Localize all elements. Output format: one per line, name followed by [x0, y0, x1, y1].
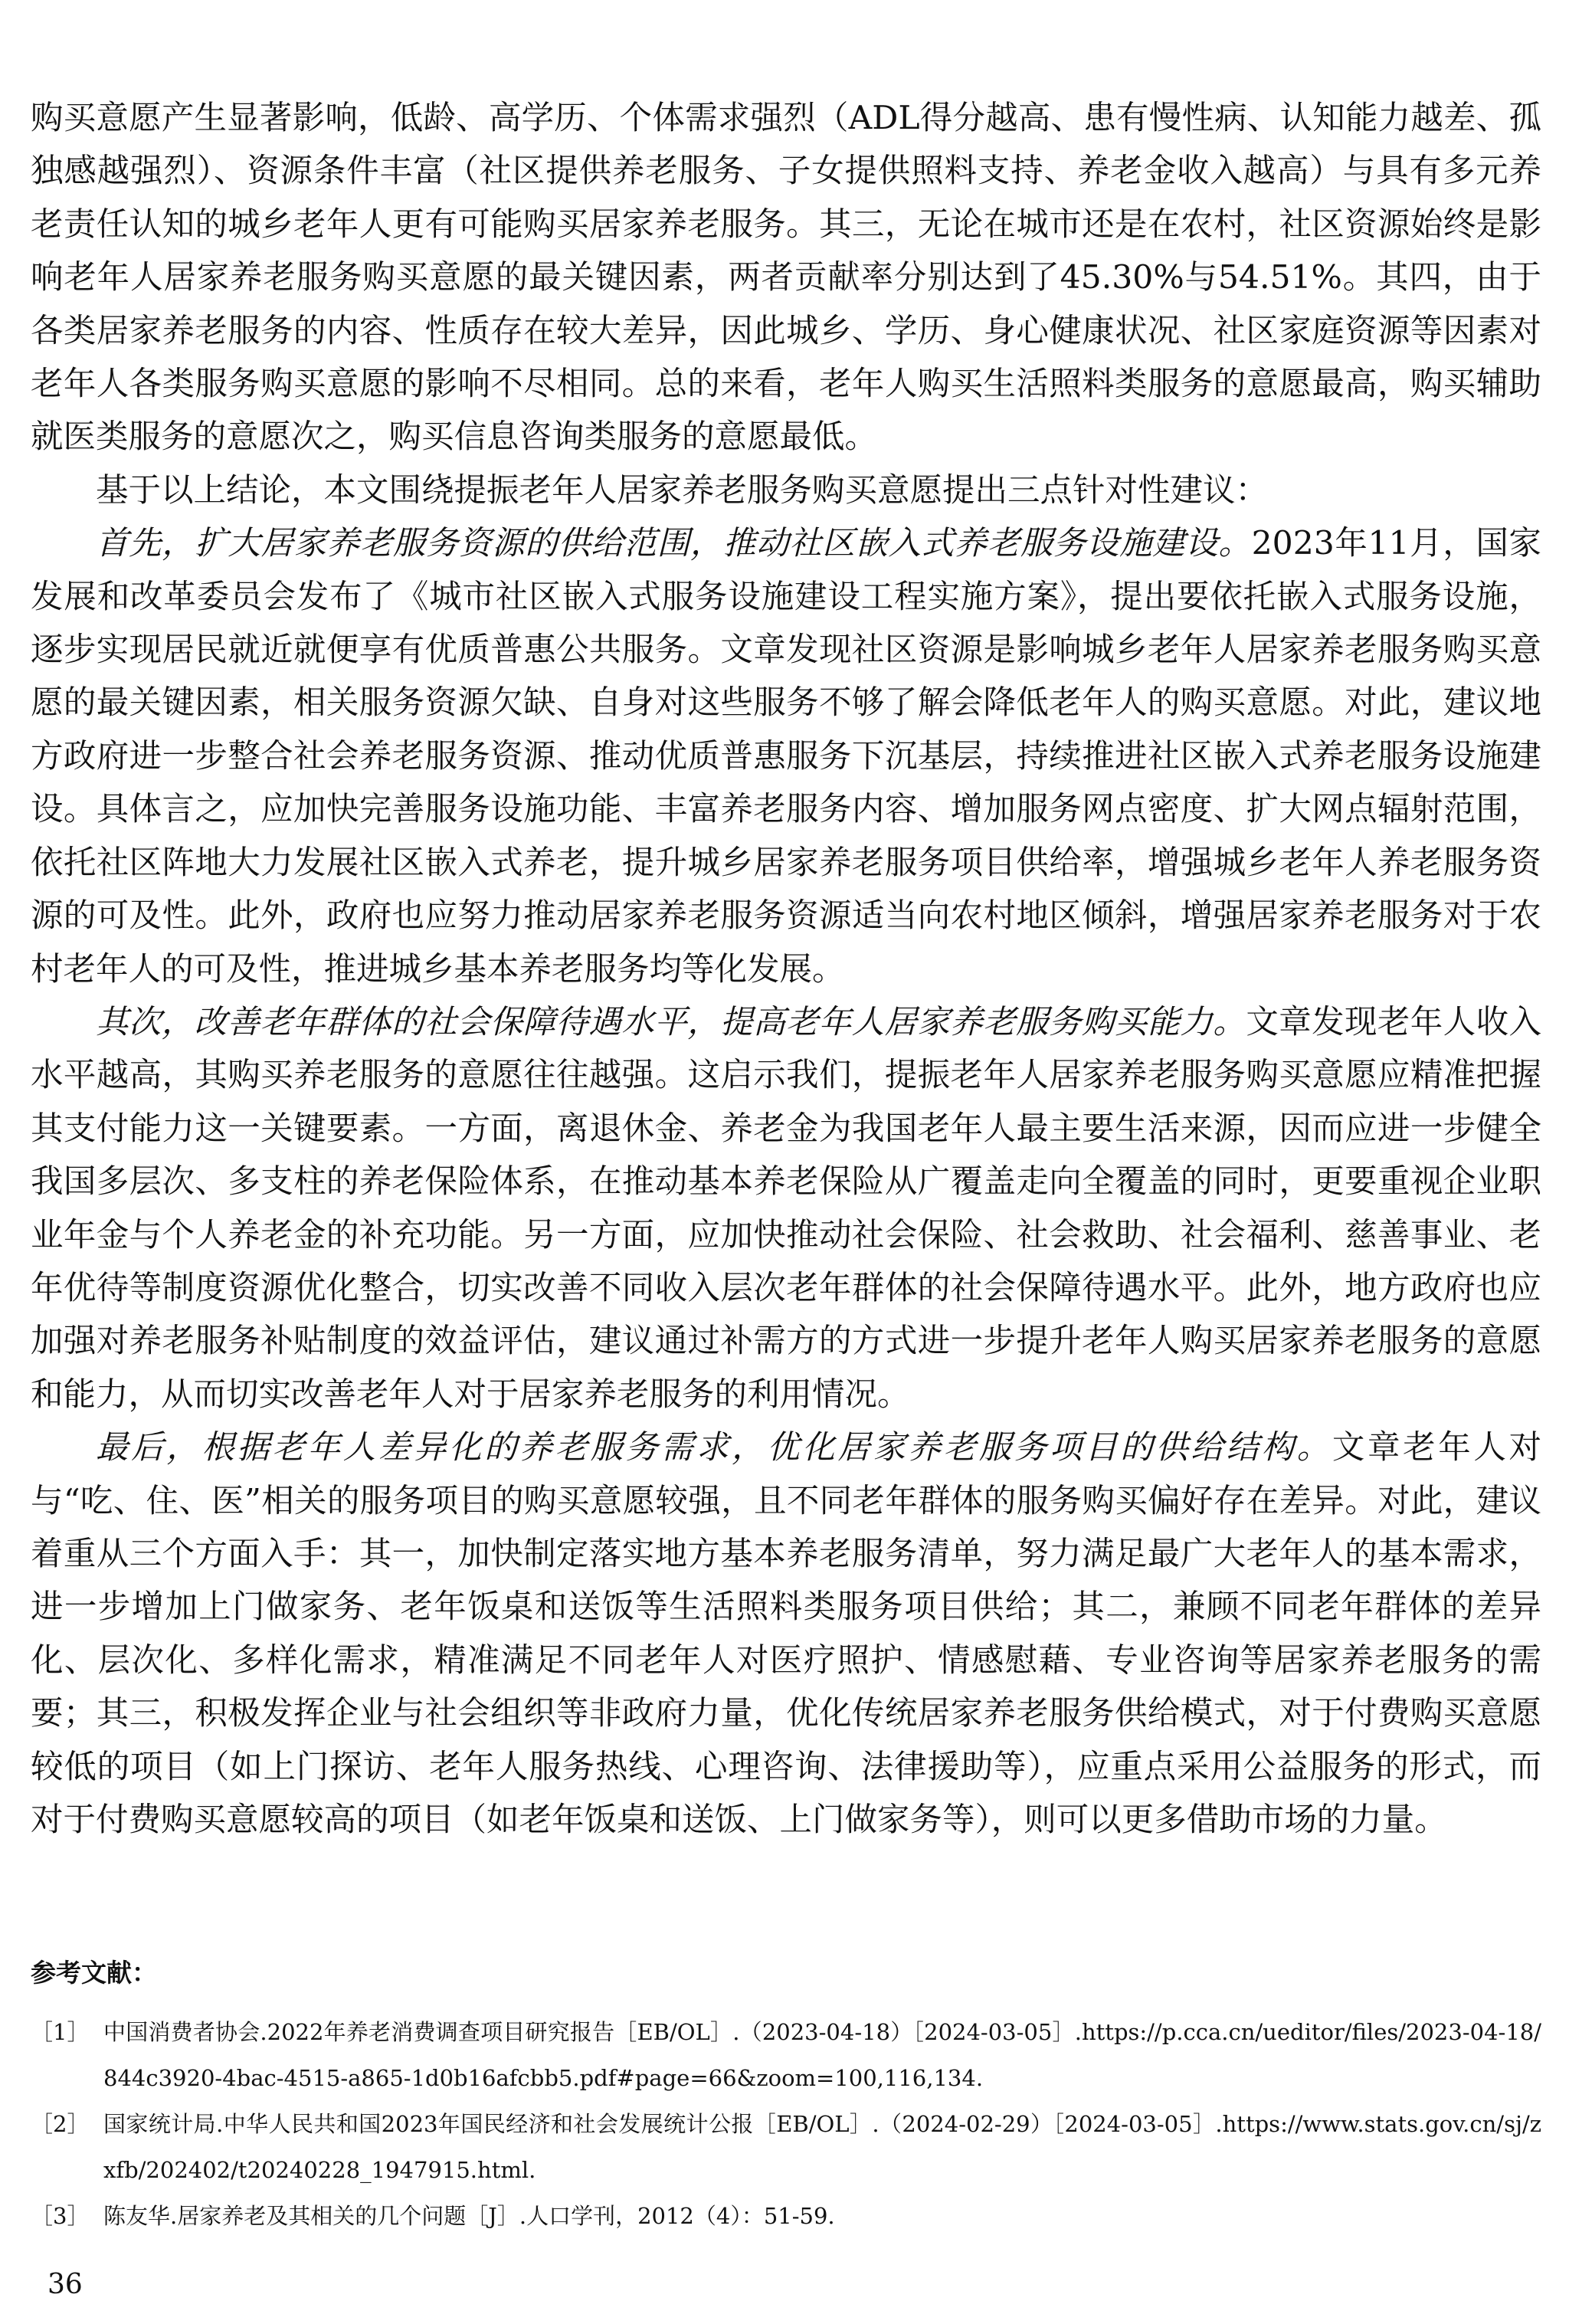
article-body: [31, 92, 1541, 1847]
reference-number: ［1］: [31, 2019, 90, 2045]
recommendation-1-text: 2023年11月，国家发展和改革委员会发布了《城市社区嵌入式服务设施建设工程实施方案》，提出要依托嵌入式服务设施，逐步实现居民就近就便享有优质普惠公共服务。文章发现社区资源是影响城乡老年人居家养老服务购买意愿的最关键因素，相关服务资源欠缺、自身对这些服务不够了解会降低老年人的购买意愿。对此，建议地方政府进一步整合社会养老服务资源、推动优质普惠服务下沉基层，持续推进社区嵌入式养老服务设施建设。具体言之，应加快完善服务设施功能、丰富养老服务内容、增加服务网点密度、扩大网点辐射范围，依托社区阵地大力发展社区嵌入式养老，提升城乡居家养老服务项目供给率，增强城乡老年人养老服务资源的可及性。此外，政府也应努力推动居家养老服务资源适当向农村地区倾斜，增强居家养老服务对于农村老年人的可及性，推进城乡基本养老服务均等化发展。: [31, 525, 1541, 988]
references-section: [31, 1954, 1541, 2239]
recommendation-3-lead: 最后，根据老年人差异化的养老服务需求，优化居家养老服务项目的供给结构。: [96, 1429, 1332, 1467]
conclusion-paragraph: 购买意愿产生显著影响，低龄、高学历、个体需求强烈（ADL得分越高、患有慢性病、认知能力越差、孤独感越强烈）、资源条件丰富（社区提供养老服务、子女提供照料支持、养老金收入越高）与具有多元养老责任认知的城乡老年人更有可能购买居家养老服务。其三，无论在城市还是在农村，社区资源始终是影响老年人居家养老服务购买意愿的最关键因素，两者贡献率分别达到了45.30%与54.51%。其四，由于各类居家养老服务的内容、性质存在较大差异，因此城乡、学历、身心健康状况、社区家庭资源等因素对老年人各类服务购买意愿的影响不尽相同。总的来看，老年人购买生活照料类服务的意愿最高，购买辅助就医类服务的意愿次之，购买信息咨询类服务的意愿最低。: [31, 100, 1541, 457]
recommendation-3-text: 文章老年人对与“吃、住、医”相关的服务项目的购买意愿较强，且不同老年群体的服务购买偏好存在差异。对此，建议着重从三个方面入手：其一，加快制定落实地方基本养老服务清单，努力满足最广大老年人的基本需求，进一步增加上门做家务、老年饭桌和送饭等生活照料类服务项目供给；其二，兼顾不同老年群体的差异化、层次化、多样化需求，精准满足不同老年人对医疗照护、情感慰藉、专业咨询等居家养老服务的需要；其三，积极发挥企业与社会组织等非政府力量，优化传统居家养老服务供给模式，对于付费购买意愿较低的项目（如上门探访、老年人服务热线、心理咨询、法律援助等），应重点采用公益服务的形式，而对于付费购买意愿较高的项目（如老年饭桌和送饭、上门做家务等），则可以更多借助市场的力量。: [31, 1429, 1541, 1839]
reference-text: 中国消费者协会.2022年养老消费调查项目研究报告［EB/OL］.（2023-04-18）［2024-03-05］.https://p.cca.cn/ueditor/files/2023-04-18/844c3920-4bac-4515-a865-1d0b16afcbb5.pdf#page=66&zoom=100,116,134.: [103, 2019, 1541, 2091]
page-number: 36: [47, 2269, 83, 2300]
reference-text: 国家统计局.中华人民共和国2023年国民经济和社会发展统计公报［EB/OL］.（2024-02-29）［2024-03-05］.https://www.stats.gov.cn/sj/zxfb/202402/t20240228_1947915.html.: [103, 2111, 1541, 2183]
reference-item: [31, 2101, 1541, 2193]
recommendation-2: [31, 996, 1541, 1421]
recommendation-2-text: 文章发现老年人收入水平越高，其购买养老服务的意愿往往越强。这启示我们，提振老年人居家养老服务购买意愿应精准把握其支付能力这一关键要素。一方面，离退休金、养老金为我国老年人最主要生活来源，因而应进一步健全我国多层次、多支柱的养老保险体系，在推动基本养老保险从广覆盖走向全覆盖的同时，更要重视企业职业年金与个人养老金的补充功能。另一方面，应加快推动社会保险、社会救助、社会福利、慈善事业、老年优待等制度资源优化整合，切实改善不同收入层次老年群体的社会保障待遇水平。此外，地方政府也应加强对养老服务补贴制度的效益评估，建议通过补需方的方式进一步提升老年人购买居家养老服务的意愿和能力，从而切实改善老年人对于居家养老服务的利用情况。: [31, 1003, 1541, 1414]
reference-text: 陈友华.居家养老及其相关的几个问题［J］.人口学刊，2012（4）：51-59.: [103, 2203, 835, 2229]
recommendation-3: [31, 1421, 1541, 1847]
recommendation-intro: 基于以上结论，本文围绕提振老年人居家养老服务购买意愿提出三点针对性建议：: [96, 471, 1269, 510]
recommendation-1: [31, 517, 1541, 996]
reference-item: [31, 2009, 1541, 2101]
reference-item: [31, 2193, 1541, 2239]
recommendation-1-lead: 首先，扩大居家养老服务资源的供给范围，推动社区嵌入式养老服务设施建设。: [96, 525, 1252, 563]
reference-number: ［3］: [31, 2203, 90, 2229]
references-title: 参考文献：: [31, 1958, 157, 1988]
recommendation-2-lead: 其次，改善老年群体的社会保障待遇水平，提高老年人居家养老服务购买能力。: [96, 1003, 1246, 1041]
reference-number: ［2］: [31, 2111, 90, 2137]
